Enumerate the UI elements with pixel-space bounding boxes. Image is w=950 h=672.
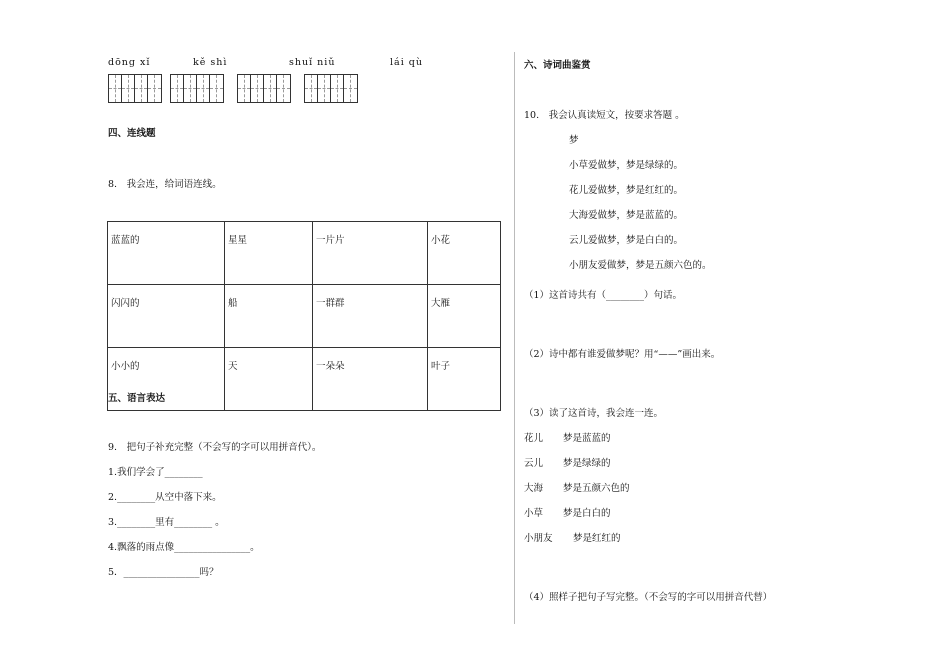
table-cell[interactable]: 星星 (225, 222, 313, 285)
table-cell[interactable]: 小小的 (108, 348, 225, 411)
poem-line: 云儿爱做梦，梦是白白的。 (569, 235, 684, 246)
table-cell[interactable]: 叶子 (428, 348, 501, 411)
section5-title: 五、语言表达 (108, 393, 166, 404)
writing-box-group[interactable] (304, 74, 358, 103)
fill-blank-item[interactable]: 5．________________吗？ (108, 567, 219, 578)
writing-cell[interactable] (210, 75, 223, 102)
writing-cell[interactable] (251, 75, 264, 102)
writing-cell[interactable] (264, 75, 277, 102)
table-row (108, 348, 501, 411)
poem-line: 花儿爱做梦，梦是红红的。 (569, 185, 684, 196)
fill-blank-item[interactable]: 3.________里有________ 。 (108, 517, 225, 528)
table-cell[interactable]: 大雁 (428, 285, 501, 348)
match-left-item[interactable]: 小朋友 (524, 533, 553, 544)
writing-cell[interactable] (184, 75, 197, 102)
table-cell[interactable]: 一片片 (313, 222, 428, 285)
writing-box-group[interactable] (237, 74, 291, 103)
match-right-item[interactable]: 梦是蓝蓝的 (563, 433, 611, 444)
sub-question-4: （4）照样子把句子写完整。（不会写的字可以用拼音代替） (524, 592, 773, 603)
match-left-item[interactable]: 云儿 (524, 458, 544, 469)
section6-title: 六、诗词曲鉴赏 (524, 60, 591, 71)
match-right-item[interactable]: 梦是绿绿的 (563, 458, 611, 469)
pinyin-laiqu: lái qù (390, 57, 423, 68)
writing-cell[interactable] (318, 75, 331, 102)
writing-cell[interactable] (135, 75, 148, 102)
writing-cell[interactable] (122, 75, 135, 102)
poem-line: 小朋友爱做梦，梦是五颜六色的。 (569, 260, 712, 271)
table-cell[interactable]: 闪闪的 (108, 285, 225, 348)
writing-cell[interactable] (238, 75, 251, 102)
table-row (108, 222, 501, 285)
match-left-item[interactable]: 大海 (524, 483, 544, 494)
table-cell[interactable]: 天 (225, 348, 313, 411)
table-cell[interactable]: 一群群 (313, 285, 428, 348)
writing-box-group[interactable] (170, 74, 224, 103)
writing-box-group[interactable] (108, 74, 162, 103)
writing-cell[interactable] (331, 75, 344, 102)
match-right-item[interactable]: 梦是五颜六色的 (563, 483, 630, 494)
writing-cell[interactable] (148, 75, 161, 102)
sub-question-2: （2）诗中都有谁爱做梦呢？用“——”画出来。 (524, 349, 721, 360)
column-divider (514, 52, 515, 624)
writing-cell[interactable] (197, 75, 210, 102)
question-10: 10. 我会认真读短文，按要求答题 。 (524, 110, 685, 121)
fill-blank-item[interactable]: 4.飘落的雨点像________________。 (108, 542, 260, 553)
question-8: 8. 我会连，给词语连线。 (108, 179, 222, 190)
poem-line: 大海爱做梦，梦是蓝蓝的。 (569, 210, 684, 221)
writing-cell[interactable] (109, 75, 122, 102)
word-match-table (107, 221, 501, 411)
table-cell[interactable]: 小花 (428, 222, 501, 285)
writing-cell[interactable] (305, 75, 318, 102)
match-left-item[interactable]: 小草 (524, 508, 544, 519)
pinyin-shuiniu: shuǐ niǔ (289, 57, 336, 68)
fill-blank-item[interactable]: 1.我们学会了________ (108, 467, 203, 478)
match-left-item[interactable]: 花儿 (524, 433, 544, 444)
match-right-item[interactable]: 梦是白白的 (563, 508, 611, 519)
fill-blank-item[interactable]: 2.________从空中落下来。 (108, 492, 222, 503)
pinyin-keshi: kě shì (193, 57, 228, 68)
table-cell[interactable]: 一朵朵 (313, 348, 428, 411)
writing-cell[interactable] (171, 75, 184, 102)
question-9: 9. 把句子补充完整（不会写的字可以用拼音代）。 (108, 442, 322, 453)
pinyin-dongxi: dōng xǐ (108, 57, 151, 68)
poem-line: 小草爱做梦，梦是绿绿的。 (569, 160, 684, 171)
poem-title: 梦 (569, 135, 579, 146)
section4-title: 四、连线题 (108, 128, 156, 139)
table-row (108, 285, 501, 348)
table-cell[interactable]: 船 (225, 285, 313, 348)
sub-question-1[interactable]: （1）这首诗共有（________）句话。 (524, 290, 683, 301)
writing-cell[interactable] (277, 75, 290, 102)
match-right-item[interactable]: 梦是红红的 (573, 533, 621, 544)
sub-question-3: （3）读了这首诗，我会连一连。 (524, 408, 664, 419)
table-cell[interactable]: 蓝蓝的 (108, 222, 225, 285)
writing-cell[interactable] (344, 75, 357, 102)
